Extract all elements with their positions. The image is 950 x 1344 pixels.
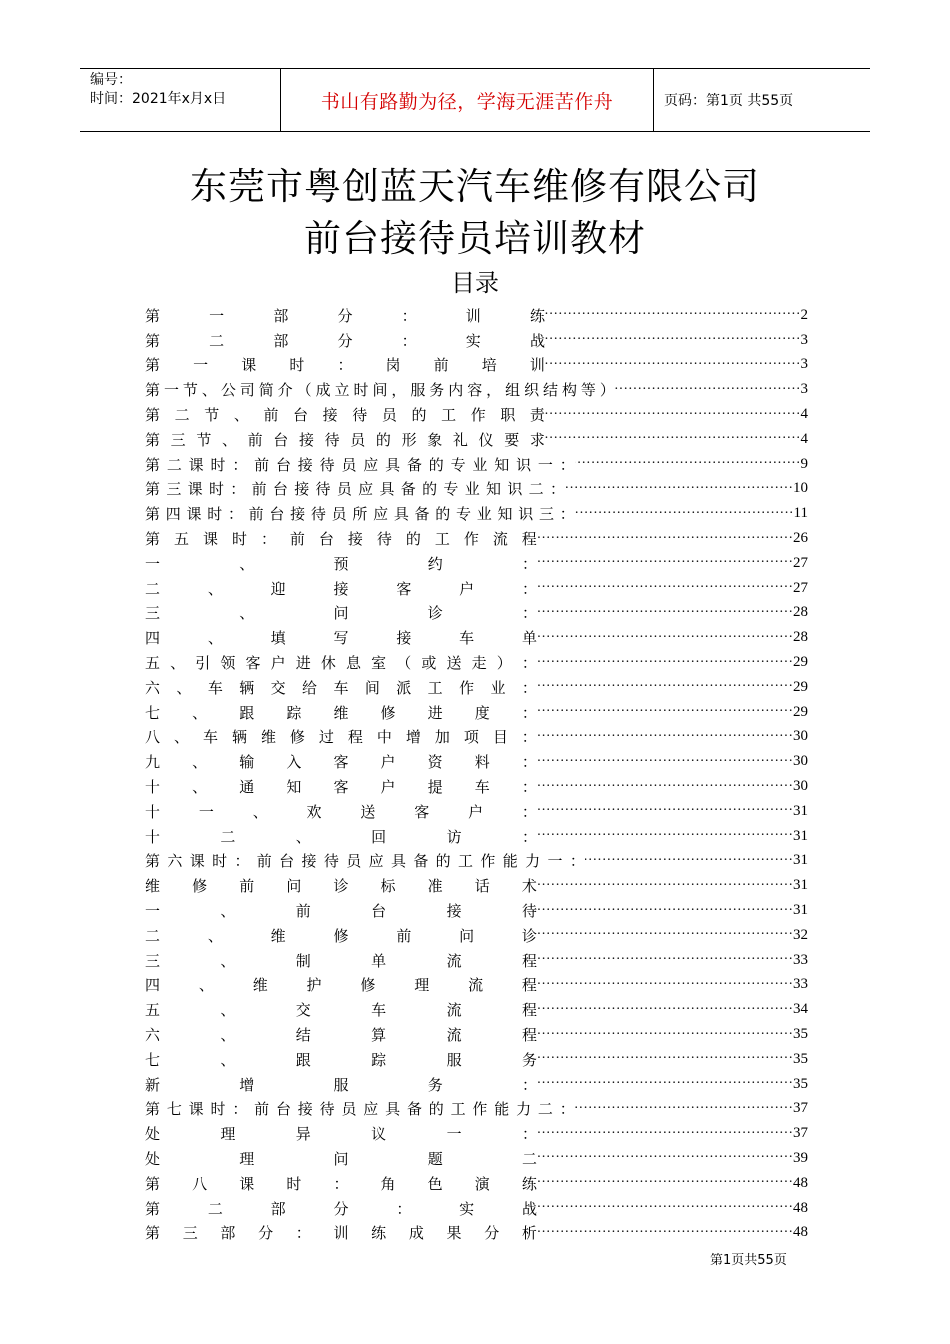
toc-entry-label: 第 三 节 、 前 台 接 待 员 的 形 象 礼 仪 要 求 bbox=[145, 430, 545, 449]
toc-entry[interactable] bbox=[145, 477, 808, 502]
toc-leader-dots bbox=[537, 1027, 793, 1043]
toc-leader-dots bbox=[537, 878, 793, 894]
toc-entry-label: 第 六 课 时 ： 前 台 接 待 员 应 具 备 的 工 作 能 力 一 ： bbox=[145, 852, 585, 871]
toc-leader-dots bbox=[537, 754, 793, 770]
toc-entry-page: 31 bbox=[793, 877, 808, 894]
toc-entry[interactable] bbox=[145, 328, 808, 353]
toc-leader-dots bbox=[537, 903, 793, 919]
toc-entry-label: 十 、 通 知 客 户 提 车 ： bbox=[145, 778, 537, 797]
toc-leader-dots bbox=[545, 407, 801, 423]
toc-entry-page: 4 bbox=[800, 430, 808, 447]
page-footer: 第1页共55页 bbox=[710, 1253, 787, 1268]
toc-entry[interactable] bbox=[145, 898, 808, 923]
toc-entry-label: 四 、 维 护 修 理 流 程 bbox=[145, 976, 537, 995]
toc-entry[interactable] bbox=[145, 948, 808, 973]
toc-entry-label: 第 三 部 分 ： 训 练 成 果 分 析 bbox=[145, 1224, 537, 1243]
toc-entry[interactable] bbox=[145, 1097, 808, 1122]
toc-entry-page: 10 bbox=[793, 480, 808, 497]
toc-entry[interactable] bbox=[145, 601, 808, 626]
toc-entry-label: 新 增 服 务 ： bbox=[145, 1075, 537, 1094]
toc-entry-label: 处 理 问 题 二 bbox=[145, 1149, 537, 1168]
toc-entry-label: 第 七 课 时 ： 前 台 接 待 员 应 具 备 的 工 作 能 力 二 ： bbox=[145, 1100, 575, 1119]
toc-entry-label: 第 四 课 时 ： 前 台 接 待 员 所 应 具 备 的 专 业 知 识 三 ： bbox=[145, 505, 575, 524]
toc-entry-label: 第 五 课 时 ： 前 台 接 待 的 工 作 流 程 bbox=[145, 530, 537, 549]
toc-leader-dots bbox=[537, 1002, 793, 1018]
toc-entry-label: 处 理 异 议 一 ： bbox=[145, 1125, 537, 1144]
toc-entry-label: 三 、 问 诊 ： bbox=[145, 604, 537, 623]
toc-entry-label: 五 、 引 领 客 户 进 休 息 室 （ 或 送 走 ） ： bbox=[145, 654, 537, 673]
toc-entry-label: 九 、 输 入 客 户 资 料 ： bbox=[145, 753, 537, 772]
toc-entry[interactable] bbox=[145, 526, 808, 551]
toc-entry-page: 37 bbox=[793, 1125, 808, 1142]
toc-entry-label: 第 二 节 、 前 台 接 待 员 的 工 作 职 责 bbox=[145, 406, 545, 425]
toc-entry-label: 三 、 制 单 流 程 bbox=[145, 951, 537, 970]
toc-entry[interactable] bbox=[145, 700, 808, 725]
header-motto: 书山有路勤为径，学海无涯苦作舟 bbox=[320, 90, 614, 113]
toc-entry-page: 33 bbox=[793, 951, 808, 968]
toc-entry[interactable] bbox=[145, 576, 808, 601]
header-divider bbox=[653, 69, 654, 131]
toc-leader-dots bbox=[537, 1076, 793, 1092]
toc-entry[interactable] bbox=[145, 1171, 808, 1196]
toc-entry[interactable] bbox=[145, 774, 808, 799]
toc-entry-page: 9 bbox=[800, 455, 808, 472]
toc-leader-dots bbox=[615, 382, 801, 398]
toc-entry-label: 第 八 课 时 ： 角 色 演 练 bbox=[145, 1174, 537, 1193]
toc-leader-dots bbox=[537, 1200, 793, 1216]
toc-entry-page: 37 bbox=[793, 1100, 808, 1117]
toc-entry[interactable] bbox=[145, 849, 808, 874]
toc-leader-dots bbox=[537, 1225, 793, 1241]
toc-entry-page: 48 bbox=[793, 1174, 808, 1191]
toc-entry-page: 29 bbox=[793, 654, 808, 671]
toc-leader-dots bbox=[537, 1126, 793, 1142]
header-box bbox=[80, 68, 870, 132]
toc-leader-dots bbox=[537, 977, 793, 993]
toc-leader-dots bbox=[537, 803, 793, 819]
toc-entry[interactable] bbox=[145, 923, 808, 948]
toc-entry-label: 维 修 前 问 诊 标 准 话 术 bbox=[145, 877, 537, 896]
toc-entry-page: 39 bbox=[793, 1149, 808, 1166]
toc-entry-label: 一 、 预 约 ： bbox=[145, 554, 537, 573]
toc-entry-page: 29 bbox=[793, 703, 808, 720]
toc-leader-dots bbox=[537, 580, 793, 596]
toc-entry-page: 11 bbox=[793, 505, 808, 522]
toc-leader-dots bbox=[537, 1051, 793, 1067]
toc-leader-dots bbox=[537, 531, 793, 547]
toc-entry-page: 28 bbox=[793, 629, 808, 646]
toc-entry-page: 3 bbox=[800, 381, 808, 398]
toc-entry-page: 31 bbox=[793, 802, 808, 819]
toc-leader-dots bbox=[537, 655, 793, 671]
toc-entry-page: 31 bbox=[793, 827, 808, 844]
number-label: 编号： bbox=[90, 72, 132, 88]
table-of-contents bbox=[145, 303, 808, 1245]
toc-entry-label: 四 、 填 写 接 车 单 bbox=[145, 629, 537, 648]
date-label: 时间：2021年x月x日 bbox=[90, 91, 227, 107]
toc-entry[interactable] bbox=[145, 501, 808, 526]
toc-entry[interactable] bbox=[145, 1196, 808, 1221]
toc-leader-dots bbox=[575, 456, 801, 472]
toc-entry-label: 十 二 、 回 访 ： bbox=[145, 827, 537, 846]
toc-entry[interactable] bbox=[145, 824, 808, 849]
toc-entry-label: 七 、 跟 踪 服 务 bbox=[145, 1050, 537, 1069]
toc-entry-label: 第 二 部 分 ： 实 战 bbox=[145, 331, 545, 350]
toc-entry-label: 第 一 部 分 ： 训 练 bbox=[145, 306, 545, 325]
toc-leader-dots bbox=[537, 952, 793, 968]
toc-entry-label: 八 、 车 辆 维 修 过 程 中 增 加 项 目 ： bbox=[145, 728, 537, 747]
toc-leader-dots bbox=[537, 779, 793, 795]
toc-leader-dots bbox=[537, 1150, 793, 1166]
toc-entry-page: 2 bbox=[800, 306, 808, 323]
toc-leader-dots bbox=[575, 1101, 793, 1117]
toc-entry-page: 26 bbox=[793, 530, 808, 547]
toc-leader-dots bbox=[545, 431, 801, 447]
toc-entry[interactable] bbox=[145, 427, 808, 452]
toc-entry[interactable] bbox=[145, 873, 808, 898]
toc-entry-label: 六 、 结 算 流 程 bbox=[145, 1026, 537, 1044]
toc-entry-page: 33 bbox=[793, 976, 808, 993]
toc-entry-label: 第 三 课 时 ： 前 台 接 待 员 应 具 备 的 专 业 知 识 二 ： bbox=[145, 480, 565, 499]
toc-entry-page: 30 bbox=[793, 778, 808, 795]
toc-entry-page: 31 bbox=[793, 902, 808, 919]
toc-entry-page: 35 bbox=[793, 1050, 808, 1067]
toc-entry[interactable] bbox=[145, 973, 808, 998]
document-title-line1: 东莞市粤创蓝天汽车维修有限公司 bbox=[190, 165, 760, 208]
toc-leader-dots bbox=[537, 1175, 793, 1191]
toc-entry-page: 27 bbox=[793, 579, 808, 596]
toc-entry-page: 3 bbox=[800, 356, 808, 373]
toc-leader-dots bbox=[565, 481, 793, 497]
toc-entry-label: 第 二 部 分 ： 实 战 bbox=[145, 1199, 537, 1218]
toc-entry[interactable] bbox=[145, 353, 808, 378]
toc-entry-label: 第 一 节 、 公 司 简 介 （ 成 立 时 间 ， 服 务 内 容 ， 组 织 结 构 等 ） bbox=[145, 381, 615, 400]
toc-leader-dots bbox=[537, 605, 793, 621]
toc-entry[interactable] bbox=[145, 997, 808, 1022]
toc-entry[interactable] bbox=[145, 1121, 808, 1146]
toc-leader-dots bbox=[537, 704, 793, 720]
toc-leader-dots bbox=[537, 630, 793, 646]
toc-leader-dots bbox=[537, 555, 793, 571]
toc-entry-page: 48 bbox=[793, 1199, 808, 1216]
toc-entry[interactable] bbox=[145, 1022, 808, 1047]
toc-leader-dots bbox=[537, 828, 793, 844]
toc-entry[interactable] bbox=[145, 725, 808, 750]
toc-leader-dots bbox=[575, 506, 794, 522]
toc-entry-label: 十 一 、 欢 送 客 户 ： bbox=[145, 802, 537, 821]
toc-entry[interactable] bbox=[145, 1072, 808, 1097]
toc-entry-page: 31 bbox=[793, 852, 808, 869]
toc-entry[interactable] bbox=[145, 799, 808, 824]
toc-entry-page: 29 bbox=[793, 678, 808, 695]
toc-entry-page: 34 bbox=[793, 1001, 808, 1018]
toc-entry[interactable] bbox=[145, 402, 808, 427]
toc-entry-label: 二 、 迎 接 客 户 ： bbox=[145, 579, 537, 598]
toc-entry[interactable] bbox=[145, 303, 808, 328]
toc-entry[interactable] bbox=[145, 1220, 808, 1245]
toc-entry-page: 32 bbox=[793, 926, 808, 943]
toc-entry[interactable] bbox=[145, 749, 808, 774]
toc-entry-page: 30 bbox=[793, 728, 808, 745]
toc-entry-page: 28 bbox=[793, 604, 808, 621]
toc-entry-label: 一 、 前 台 接 待 bbox=[145, 902, 537, 921]
toc-entry-page: 35 bbox=[793, 1026, 808, 1042]
toc-leader-dots bbox=[545, 357, 801, 373]
toc-entry[interactable] bbox=[145, 675, 808, 700]
toc-entry-page: 3 bbox=[800, 331, 808, 348]
toc-entry-label: 六 、 车 辆 交 给 车 间 派 工 作 业 ： bbox=[145, 678, 537, 697]
toc-entry-label: 五 、 交 车 流 程 bbox=[145, 1001, 537, 1020]
toc-entry-page: 35 bbox=[793, 1075, 808, 1092]
toc-entry[interactable] bbox=[145, 377, 808, 402]
toc-entry-page: 30 bbox=[793, 753, 808, 770]
header-page-info: 页码：第1页 共55页 bbox=[664, 93, 794, 109]
toc-entry-page: 27 bbox=[793, 554, 808, 571]
header-meta bbox=[90, 71, 280, 109]
toc-leader-dots bbox=[537, 729, 793, 745]
toc-leader-dots bbox=[545, 332, 801, 348]
toc-entry[interactable] bbox=[145, 452, 808, 477]
toc-entry-label: 第 二 课 时 ： 前 台 接 待 员 应 具 备 的 专 业 知 识 一 ： bbox=[145, 455, 575, 474]
toc-entry[interactable] bbox=[145, 625, 808, 650]
toc-heading: 目录 bbox=[451, 269, 499, 297]
toc-entry[interactable] bbox=[145, 551, 808, 576]
toc-entry-label: 第 一 课 时 ： 岗 前 培 训 bbox=[145, 356, 545, 375]
toc-entry-page: 4 bbox=[800, 406, 808, 423]
toc-entry[interactable] bbox=[145, 650, 808, 675]
toc-entry[interactable] bbox=[145, 1047, 808, 1072]
toc-leader-dots bbox=[545, 307, 801, 323]
toc-leader-dots bbox=[537, 679, 793, 695]
toc-entry[interactable] bbox=[145, 1146, 808, 1171]
toc-entry-label: 二 、 维 修 前 问 诊 bbox=[145, 926, 537, 945]
toc-entry-page: 48 bbox=[793, 1224, 808, 1241]
toc-leader-dots bbox=[537, 927, 793, 943]
toc-leader-dots bbox=[585, 853, 793, 869]
toc-entry-label: 七 、 跟 踪 维 修 进 度 ： bbox=[145, 703, 537, 722]
document-title-line2: 前台接待员培训教材 bbox=[304, 217, 646, 260]
